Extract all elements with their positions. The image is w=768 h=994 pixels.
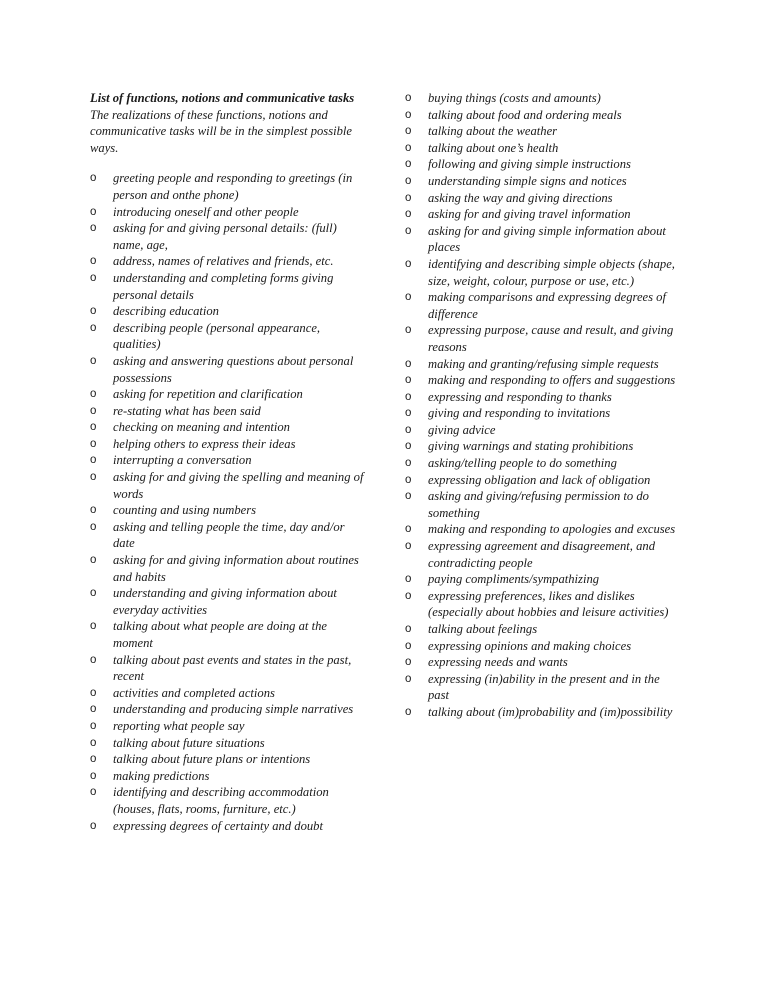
list-item [405,322,677,355]
list-item [90,519,365,552]
list-item [90,220,365,253]
bullet-icon: o [90,653,97,666]
bullet-icon: o [90,222,97,235]
list-item [90,685,365,702]
list-item-text: reporting what people say [113,718,245,733]
list-item [90,436,365,453]
list-item [405,654,677,671]
list-item [405,90,677,107]
list-item [405,588,677,621]
list-item [90,353,365,386]
list-item-text: buying things (costs and amounts) [428,91,601,105]
bullet-icon: o [90,769,97,782]
list-item-text: describing people (personal appearance, qualities) [113,320,321,352]
list-item [405,223,677,256]
list-item [90,270,365,303]
list-item [405,455,677,472]
list-item-text: expressing preferences, likes and dislikes (especially about hobbies and leisure activities) [428,588,669,620]
bullet-icon: o [405,457,412,470]
list-item [90,170,365,203]
bullet-icon: o [405,540,412,553]
list-item-text: describing education [113,304,219,319]
right-bullet-list [405,90,677,721]
bullet-icon: o [405,423,412,436]
bullet-icon: o [405,191,412,204]
list-item-text: giving and responding to invitations [428,406,611,421]
left-column [90,90,365,834]
bullet-icon: o [90,786,97,799]
list-item-text: asking for and giving personal details: (full) name, age, [113,221,337,252]
bullet-icon: o [90,471,97,484]
list-item [405,289,677,322]
document-heading: List of functions, notions and communicative tasks [90,91,355,105]
list-item-text: helping others to express their ideas [113,436,296,451]
list-item-text: paying compliments/sympathizing [428,572,600,587]
left-bullet-list [90,170,365,834]
list-item-text: talking about past events and states in the past, recent [113,652,352,684]
list-item [405,256,677,289]
bullet-icon: o [405,490,412,503]
bullet-icon: o [405,92,412,104]
list-item [405,638,677,655]
list-item [405,356,677,373]
list-item-text: making and granting/refusing simple requests [428,356,659,371]
bullet-icon: o [405,374,412,387]
list-item [405,389,677,406]
bullet-icon: o [90,554,97,567]
bullet-icon: o [405,440,412,453]
list-item-text: checking on meaning and intention [113,420,290,435]
bullet-icon: o [90,819,97,832]
list-item [405,521,677,538]
list-item [90,784,365,817]
list-item-text: asking and telling people the time, day and/or date [113,519,345,551]
list-item-text: talking about food and ordering meals [428,107,622,122]
list-item [90,618,365,651]
intro-paragraph: The realizations of these functions, notions and communicative tasks will be in the simplest possible ways. [90,107,352,155]
bullet-icon: o [405,324,412,337]
list-item-text: expressing needs and wants [428,655,568,670]
list-item [90,502,365,519]
list-item [405,472,677,489]
list-item-text: asking for and giving the spelling and meaning of words [113,470,364,501]
list-item-text: asking/telling people to do something [428,456,617,471]
bullet-icon: o [405,523,412,536]
list-item [90,204,365,221]
bullet-icon: o [90,255,97,268]
bullet-icon: o [405,589,412,602]
bullet-icon: o [90,620,97,633]
bullet-icon: o [90,421,97,434]
list-item-text: activities and completed actions [113,685,275,700]
list-item [90,469,365,502]
list-item [90,818,365,835]
bullet-icon: o [90,736,97,749]
bullet-icon: o [90,454,97,467]
bullet-icon: o [405,158,412,171]
list-item-text: expressing purpose, cause and result, and giving reasons [428,323,674,354]
bullet-icon: o [405,125,412,138]
bullet-icon: o [405,390,412,403]
list-item-text: giving advice [428,422,496,437]
bullet-icon: o [405,639,412,652]
bullet-icon: o [405,108,412,121]
bullet-icon: o [90,305,97,318]
list-item-text: expressing obligation and lack of obligation [428,472,651,487]
list-item [90,452,365,469]
list-item-text: giving warnings and stating prohibitions [428,439,634,454]
list-item-text: asking for and giving information about routines and habits [113,553,359,584]
list-item-text: understanding and giving information about everyday activities [113,586,337,617]
list-item-text: expressing agreement and disagreement, and contradicting people [428,539,655,570]
list-item [90,253,365,270]
list-item-text: talking about what people are doing at the moment [113,619,327,650]
list-item-text: asking and giving/refusing permission to do something [428,489,649,520]
list-item-text: understanding and producing simple narratives [113,702,354,717]
bullet-icon: o [90,271,97,284]
list-item-text: asking for and giving simple information about places [428,223,666,255]
list-item-text: understanding and completing forms giving personal details [113,270,334,302]
list-item [405,704,677,721]
right-column [405,90,677,721]
bullet-icon: o [405,174,412,187]
bullet-icon: o [405,705,412,718]
bullet-icon: o [90,753,97,766]
list-item [90,585,365,618]
list-item [90,768,365,785]
list-item [90,403,365,420]
list-item [405,422,677,439]
list-item [405,405,677,422]
list-item-text: making predictions [113,768,210,783]
bullet-icon: o [90,686,97,699]
list-item [90,320,365,353]
list-item-text: making and responding to apologies and excuses [428,522,676,537]
list-item [405,438,677,455]
list-item [405,206,677,223]
list-item [405,123,677,140]
bullet-icon: o [90,520,97,533]
bullet-icon: o [90,404,97,417]
list-item [405,156,677,173]
list-item [405,671,677,704]
list-item-text: expressing degrees of certainty and doubt [113,818,323,833]
bullet-icon: o [90,172,97,185]
list-item-text: introducing oneself and other people [113,204,299,219]
list-item [90,552,365,585]
list-item [90,718,365,735]
list-item [405,571,677,588]
list-item-text: asking the way and giving directions [428,190,613,205]
list-item-text: expressing and responding to thanks [428,389,612,404]
bullet-icon: o [90,321,97,334]
list-item [405,173,677,190]
list-item [90,303,365,320]
list-item [90,652,365,685]
bullet-icon: o [405,141,412,154]
bullet-icon: o [90,587,97,600]
list-item-text: expressing (in)ability in the present and in the past [428,671,660,703]
bullet-icon: o [405,573,412,586]
list-item-text: greeting people and responding to greetings (in person and onthe phone) [113,171,353,202]
list-item-text: identifying and describing accommodation (houses, flats, rooms, furniture, etc.) [113,785,329,816]
list-item-text: re-stating what has been said [113,403,261,418]
bullet-icon: o [90,354,97,367]
bullet-icon: o [90,504,97,517]
bullet-icon: o [405,672,412,685]
list-item-text: following and giving simple instructions [428,157,631,172]
bullet-icon: o [405,473,412,486]
bullet-icon: o [405,224,412,237]
list-item-text: understanding simple signs and notices [428,173,627,188]
list-item-text: talking about the weather [428,124,558,139]
list-item [90,386,365,403]
list-item-text: expressing opinions and making choices [428,638,632,653]
list-item [405,190,677,207]
list-item-text: talking about (im)probability and (im)possibility [428,704,673,719]
bullet-icon: o [405,656,412,669]
list-item-text: asking for and giving travel information [428,207,631,222]
list-item-text: talking about feelings [428,622,538,636]
bullet-icon: o [405,291,412,304]
list-item-text: interrupting a conversation [113,453,252,468]
bullet-icon: o [405,623,412,635]
list-item-text: counting and using numbers [113,503,257,518]
bullet-icon: o [90,437,97,450]
bullet-icon: o [90,703,97,716]
list-item-text: asking for repetition and clarification [113,387,303,402]
bullet-icon: o [90,719,97,732]
list-item-text: address, names of relatives and friends, etc. [113,254,334,269]
list-item [405,372,677,389]
bullet-icon: o [90,205,97,218]
list-item [90,751,365,768]
list-item [405,488,677,521]
list-item [90,419,365,436]
bullet-icon: o [90,388,97,401]
list-item-text: talking about future plans or intentions [113,752,311,767]
list-item [90,701,365,718]
bullet-icon: o [405,257,412,270]
list-item-text: identifying and describing simple objects (shape, size, weight, colour, purpose or use, etc.) [428,256,675,288]
list-item [90,735,365,752]
list-item-text: talking about one’s health [428,140,559,155]
list-item-text: asking and answering questions about personal possessions [113,353,354,385]
bullet-icon: o [405,357,412,370]
list-item [405,538,677,571]
list-item-text: making and responding to offers and suggestions [428,373,676,388]
list-item [405,107,677,124]
list-item [405,621,677,638]
list-item-text: talking about future situations [113,735,265,750]
bullet-icon: o [405,407,412,420]
list-item [405,140,677,157]
list-item-text: making comparisons and expressing degrees of difference [428,290,666,321]
bullet-icon: o [405,208,412,221]
